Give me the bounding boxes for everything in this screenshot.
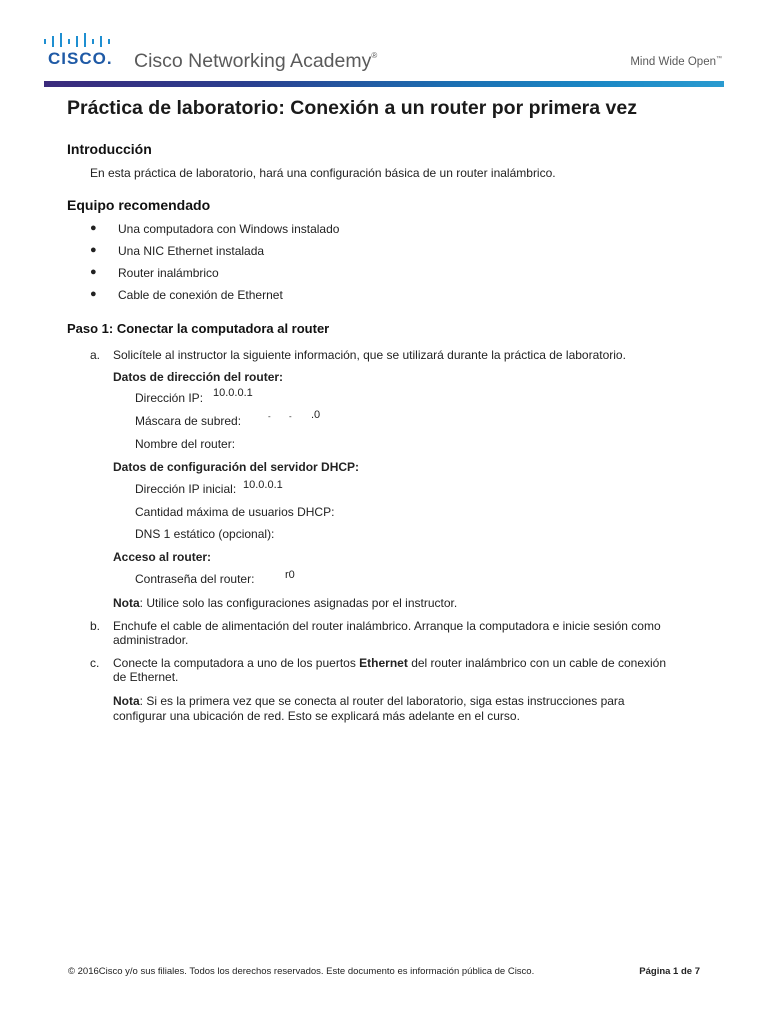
router-data-heading: Datos de dirección del router: [113, 370, 284, 384]
password-label: Contraseña del router: [135, 572, 255, 586]
intro-text: En esta práctica de laboratorio, hará una configuración básica de un router inalámbrico. [90, 166, 556, 180]
ip-label: Dirección IP: [135, 391, 204, 405]
step-a-text: Solicítele al instructor la siguiente información, que se utilizará durante la práctica de laboratorio. [113, 348, 626, 362]
ip-value: 10.0.0.1 [213, 387, 253, 399]
step-c-line2: de Ethernet. [113, 670, 179, 684]
mask-label: Máscara de subred: [135, 414, 242, 428]
footer-page-number: Página 1 de 7 [639, 966, 700, 977]
bullet-icon: ● [90, 244, 97, 256]
step-c-marker: c. [90, 656, 100, 670]
cisco-logo-bars-icon [44, 32, 116, 48]
bullet-icon: ● [90, 222, 97, 234]
bullet-icon: ● [90, 288, 97, 300]
router-name-label: Nombre del router: [135, 437, 236, 451]
mask-fragment: .0 [311, 409, 321, 421]
dhcp-heading: Datos de configuración del servidor DHCP: [113, 460, 360, 474]
page-header [0, 0, 768, 90]
password-value: r0 [285, 569, 295, 581]
equipment-heading: Equipo recomendado [67, 197, 211, 213]
mask-fragment: - [268, 412, 271, 421]
start-ip-label: Dirección IP inicial: [135, 482, 237, 496]
tagline: Mind Wide Open™ [630, 56, 722, 68]
mask-fragment: - [289, 412, 292, 421]
step-c-line1: Conecte la computadora a uno de los puertos Ethernet del router inalámbrico con un cable de conexión [113, 656, 667, 670]
academy-name: Cisco Networking Academy® [134, 50, 378, 72]
page-title: Práctica de laboratorio: Conexión a un router por primera vez [67, 97, 637, 119]
note-a: Nota: Utilice solo las configuraciones asignadas por el instructor. [113, 596, 458, 610]
start-ip-value: 10.0.0.1 [243, 479, 283, 491]
dns-label: DNS 1 estático (opcional): [135, 527, 275, 541]
step-b-line2: administrador. [113, 633, 189, 647]
note-c-line1: Nota: Si es la primera vez que se conecta al router del laboratorio, siga estas instrucciones para [113, 694, 625, 708]
step1-heading: Paso 1: Conectar la computadora al router [67, 321, 330, 336]
step-a-marker: a. [90, 348, 101, 362]
access-heading: Acceso al router: [113, 550, 212, 564]
max-users-label: Cantidad máxima de usuarios DHCP: [135, 505, 335, 519]
footer-copyright: © 2016Cisco y/o sus filiales. Todos los derechos reservados. Este documento es información pública de Cisco. [68, 966, 535, 977]
note-c-line2: configurar una ubicación de red. Esto se explicará más adelante en el curso. [113, 709, 520, 723]
step-b-line1: Enchufe el cable de alimentación del router inalámbrico. Arranque la computadora e inicie sesión como [113, 619, 661, 633]
header-gradient-rule [44, 81, 724, 87]
step-b-marker: b. [90, 619, 101, 633]
bullet-icon: ● [90, 266, 97, 278]
intro-heading: Introducción [67, 141, 152, 157]
cisco-logo-text: CISCO. [48, 49, 113, 68]
